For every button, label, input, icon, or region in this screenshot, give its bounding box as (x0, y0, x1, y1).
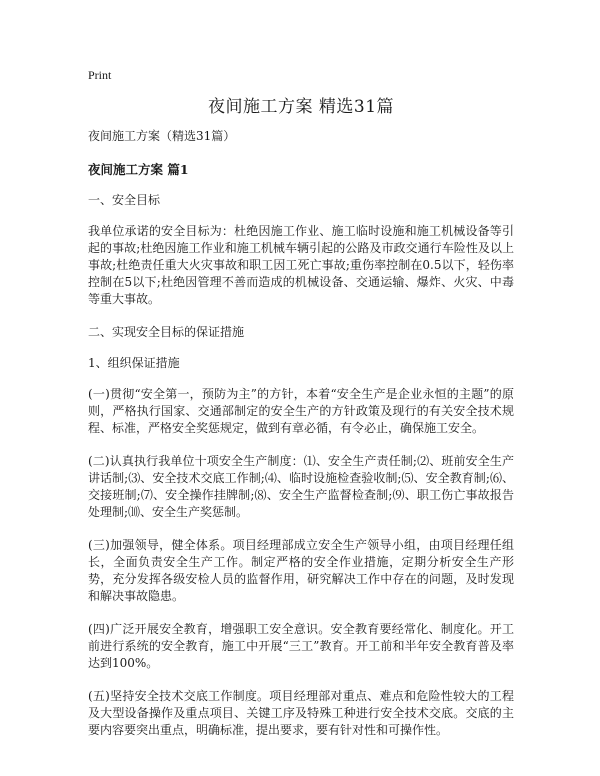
document-subtitle: 夜间施工方案（精选31篇） (88, 129, 236, 143)
paragraph-measure-4: (四)广泛开展安全教育，增强职工安全意识。安全教育要经常化、制度化。开工前进行系统的安全教育，施工中开展“三工”教育。开工前和半年安全教育普及率达到100%。 (88, 622, 514, 670)
section-title: 夜间施工方案 篇1 (88, 162, 189, 177)
heading-guarantee-measures: 二、实现安全目标的保证措施 (88, 325, 245, 339)
heading-organization-measures: 1、组织保证措施 (88, 356, 180, 370)
print-label: Print (88, 68, 112, 82)
paragraph-measure-1: (一)贯彻“安全第一，预防为主”的方针，本着“安全生产是企业永恒的主题”的原则，严格执行国家、交通部制定的安全生产的方针政策及现行的有关安全技术规程、标准，严格安全奖惩规定，做到有章必循，有令必止，确保施工安全。 (88, 387, 514, 435)
paragraph-safety-goal: 我单位承诺的安全目标为：杜绝因施工作业、施工临时设施和施工机械设备等引起的事故;杜绝因施工作业和施工机械车辆引起的公路及市政交通行车险性及以上事故;杜绝责任重大火灾事故和职工因工死亡事故;重伤率控制在0.5以下，轻伤率控制在5以下;杜绝因管理不善而造成的机械设备、交通运输、爆炸、火灾、中毒等重大事故。 (88, 224, 514, 306)
heading-safety-goal: 一、安全目标 (88, 193, 161, 207)
paragraph-measure-2: (二)认真执行我单位十项安全生产制度：⑴、安全生产责任制;⑵、班前安全生产讲话制;⑶、安全技术交底工作制;⑷、临时设施检查验收制;⑸、安全教育制;⑹、交接班制;⑺、安全操作挂牌制;⑻、安全生产监督检查制;⑼、职工伤亡事故报告处理制;⑽、安全生产奖惩制。 (88, 454, 514, 519)
paragraph-measure-3: (三)加强领导，健全体系。项目经理部成立安全生产领导小组，由项目经理任组长，全面负责安全生产工作。制定严格的安全作业措施，定期分析安全生产形势，充分发挥各级安检人员的监督作用，研究解决工作中存在的问题，及时发现和解决事故隐患。 (88, 538, 514, 603)
paragraph-measure-5: (五)坚持安全技术交底工作制度。项目经理部对重点、难点和危险性较大的工程及大型设备操作及重点项目、关键工序及特殊工种进行安全技术交底。交底的主要内容要突出重点，明确标准，提出要求，要有针对性和可操作性。 (88, 689, 514, 737)
document-title: 夜间施工方案 精选31篇 (207, 97, 395, 117)
